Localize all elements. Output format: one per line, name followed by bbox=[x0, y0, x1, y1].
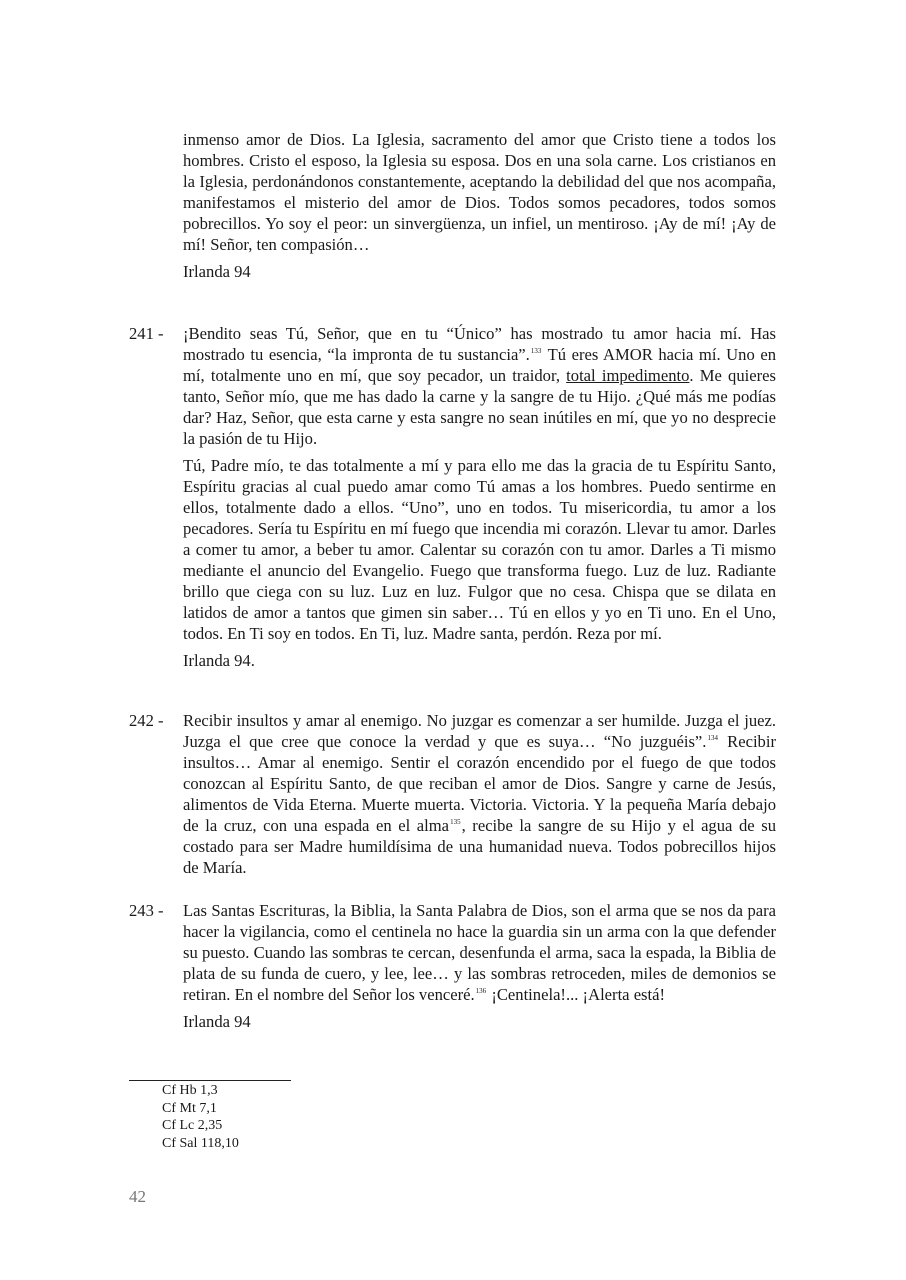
entry-number: 241 - bbox=[129, 324, 164, 343]
footnote: Cf Sal 118,10 bbox=[162, 1135, 239, 1151]
entry-number: 242 - bbox=[129, 711, 164, 730]
footnote-ref[interactable]: 135 bbox=[450, 818, 461, 826]
footnote-separator bbox=[129, 1080, 291, 1081]
footnote: Cf Lc 2,35 bbox=[162, 1118, 223, 1133]
footnote: Cf Hb 1,3 bbox=[162, 1083, 218, 1098]
text-span: ¡Centinela!... ¡Alerta está! bbox=[487, 985, 666, 1004]
text-span: Recibir insultos y amar al enemigo. No juzgar es comenzar a ser humilde. Juzga el juez. Juzga el que cree que conoce la verdad y que es suya… “No juzguéis”. bbox=[183, 711, 776, 751]
entry-paragraph bbox=[183, 710, 776, 878]
text-span: ¡Bendito seas Tú, Señor, que en tu “Único” has mostrado tu amor hacia mí. Has mostrado tu esencia, “la impronta de tu sustancia”. bbox=[183, 324, 776, 364]
footnote-ref[interactable]: 133 bbox=[530, 347, 542, 355]
footnotes bbox=[162, 1082, 239, 1152]
footnote-ref[interactable]: 136 bbox=[475, 987, 487, 995]
entry-paragraph bbox=[183, 900, 776, 1005]
text-span: Recibir insultos… Amar al enemigo. Sentir el corazón encendido por el fuego de que todos conozcan al Espíritu Santo, de que reciban el amor de Dios. Sangre y carne de Jesús, alimentos de Vida Eterna. Muerte muerta. Victoria. Victoria. Y la pequeña María debajo de la cruz, con una espada en el alma bbox=[183, 732, 776, 835]
entry-paragraph bbox=[183, 323, 776, 449]
entry-paragraph: Tú, Padre mío, te das totalmente a mí y para ello me das la gracia de tu Espíritu Santo, Espíritu gracias al cual puedo amar como Tú amas a los hombres. Puedo sentirme en ellos, totalmente dado a ellos. “Uno”, uno en todos. Tu misericordia, tu amor a los pecadores. Sería tu Espíritu en mí fuego que incendia mi corazón. Llevar tu amor. Darles a comer tu amor, a beber tu amor. Calentar su corazón con tu amor. Darles a Ti mismo mediante el anuncio del Evangelio. Fuego que transforma fuego. Luz de luz. Radiante brillo que ciega con su luz. Luz en luz. Fulgor que no cesa. Chispa que se dilata en latidos de amor a tantos que gimen sin saber… Tú en ellos y yo en Ti uno. En el Uno, todos. En Ti soy en todos. En Ti, luz. Madre santa, perdón. Reza por mí. bbox=[183, 456, 776, 643]
text-span: Las Santas Escrituras, la Biblia, la Santa Palabra de Dios, son el arma que se nos da para hacer la vigilancia, como el centinela no hace la guardia sin un arma con la que defender su puesto. Cuando las sombras te cercan, desenfunda el arma, saca la espada, la Biblia de plata de su funda de cuero, y lee, lee… y las sombras retroceden, miles de demonios se retiran. En el nombre del Señor los venceré. bbox=[183, 901, 776, 1004]
entry-241 bbox=[129, 323, 776, 671]
entry-242 bbox=[129, 710, 776, 878]
text-span: Tú eres AMOR hacia mí. Uno en mí, totalmente uno en mí, que soy pecador, un traidor, bbox=[183, 345, 776, 385]
footnote: Cf Mt 7,1 bbox=[162, 1100, 217, 1116]
continued-paragraph bbox=[183, 129, 776, 282]
entry-243 bbox=[129, 900, 776, 1032]
underlined-text: total impedimento bbox=[566, 366, 690, 385]
entry-number: 243 - bbox=[129, 901, 164, 920]
text-span: , recibe la sangre de su Hijo y el agua de su costado para ser Madre humildísima de una humanidad nueva. Todos pobrecillos hijos de María. bbox=[183, 816, 776, 877]
page-number: 42 bbox=[129, 1187, 146, 1206]
text-span: . Me quieres tanto, Señor mío, que me has dado la carne y la sangre de tu Hijo. ¿Qué más me podías dar? Haz, Señor, que esta carne y esta sangre no sean inútiles en mí, que yo no desprecie la pasión de tu Hijo. bbox=[183, 366, 776, 448]
place-date: Irlanda 94 bbox=[183, 1012, 251, 1031]
paragraph-text: inmenso amor de Dios. La Iglesia, sacramento del amor que Cristo tiene a todos los hombres. Cristo el esposo, la Iglesia su esposa. Dos en una sola carne. Los cristianos en la Iglesia, perdonándonos constantemente, aceptando la debilidad del que nos acompaña, manifestamos el misterio del amor de Dios. Todos somos pecadores, todos somos pobrecillos. Yo soy el peor: un sinvergüenza, un infiel, un mentiroso. ¡Ay de mí! ¡Ay de mí! Señor, ten compasión… bbox=[183, 130, 776, 254]
place-date: Irlanda 94. bbox=[183, 651, 255, 670]
footnote-ref[interactable]: 134 bbox=[707, 734, 718, 742]
place-date: Irlanda 94 bbox=[183, 262, 251, 281]
